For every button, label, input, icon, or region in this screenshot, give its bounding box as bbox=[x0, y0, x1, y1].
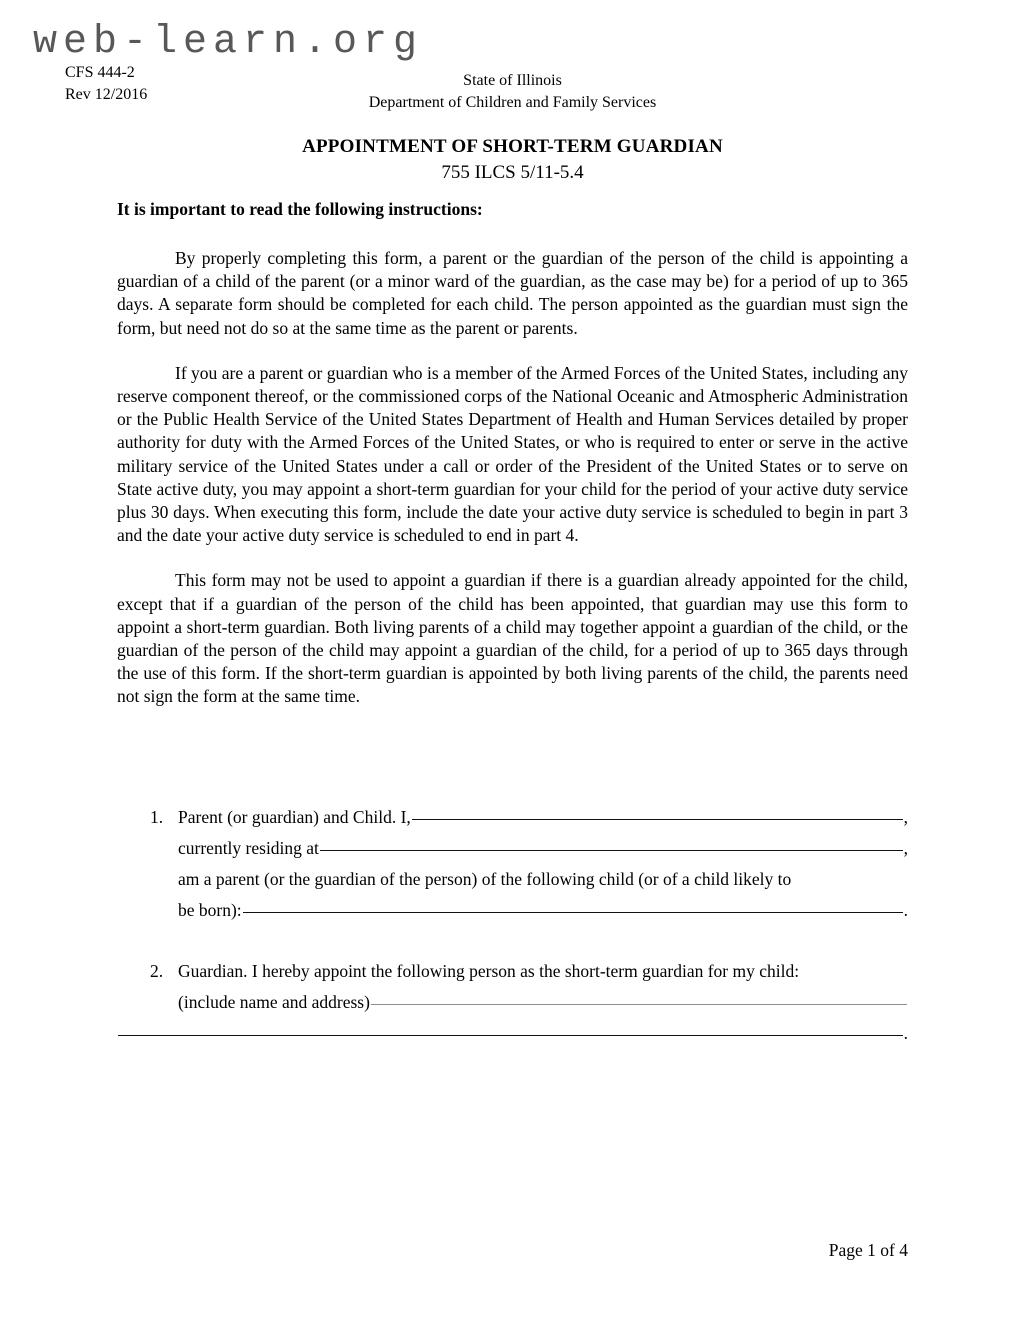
form-identifier-block bbox=[65, 62, 147, 106]
title-block bbox=[0, 134, 1025, 186]
form-item-2-line-3 bbox=[117, 1018, 908, 1049]
document-statute-subtitle: 755 ILCS 5/11-5.4 bbox=[441, 162, 584, 183]
parent-address-field[interactable] bbox=[320, 850, 903, 851]
form-item-1-line-2-punct: , bbox=[903, 838, 908, 858]
instructions-body bbox=[117, 198, 908, 709]
guardian-name-address-field-line-2[interactable] bbox=[118, 1035, 903, 1036]
page-footer bbox=[0, 1240, 1025, 1261]
instruction-paragraph-1: By properly completing this form, a parent or the guardian of the person of the child is appointing a guardian of a child of the parent (or a minor ward of the guardian, as the case may be) for a period of up to 365 days. A separate form should be completed for each child. The person appointed as the guardian must sign the form, but need not do so at the same time as the parent or parents. bbox=[117, 248, 908, 338]
form-item-1-line-3: am a parent (or the guardian of the person) of the following child (or of a child likely to bbox=[178, 869, 792, 889]
child-name-field[interactable] bbox=[243, 912, 903, 913]
agency-block bbox=[0, 70, 1025, 114]
agency-state: State of Illinois bbox=[463, 72, 562, 89]
form-item-2-number: 2. bbox=[150, 961, 164, 981]
form-item-1 bbox=[117, 802, 908, 926]
watermark-web-learn: web-learn.org bbox=[33, 20, 424, 65]
form-item-2-line-1: Guardian. I hereby appoint the following person as the short-term guardian for my child: bbox=[178, 961, 800, 981]
form-item-1-number: 1. bbox=[150, 807, 164, 827]
form-item-1-line-4-punct: . bbox=[903, 900, 908, 920]
form-item-1-line-4 bbox=[178, 895, 908, 926]
instruction-paragraph-3: This form may not be used to appoint a guardian if there is a guardian already appointed for the child, except that if a guardian of the person of the child has been appointed, that guardian may use this form to appoint a short-term guardian. Both living parents of a child may together appoint a guardian of the child, or the guardian of the person of the child may appoint a guardian of the child, for a period of up to 365 days through the use of this form. If the short-term guardian is appointed by both living parents of the child, the parents need not sign the form at the same time. bbox=[117, 570, 908, 707]
form-revision: Rev 12/2016 bbox=[65, 86, 148, 103]
agency-department: Department of Children and Family Services bbox=[368, 94, 657, 111]
residing-at-label: currently residing at bbox=[178, 838, 319, 858]
include-name-address-label: (include name and address) bbox=[178, 992, 370, 1012]
form-item-1-label: Parent (or guardian) and Child. I, bbox=[178, 807, 411, 827]
form-item-2-line-3-punct: . bbox=[903, 1023, 908, 1043]
form-item-1-line-1-punct: , bbox=[903, 807, 908, 827]
page-number-label: Page 1 of 4 bbox=[828, 1240, 908, 1260]
form-item-1-line-2 bbox=[178, 833, 908, 864]
instructions-heading: It is important to read the following instructions: bbox=[117, 199, 483, 219]
guardian-name-address-field-line-1[interactable] bbox=[371, 1004, 907, 1005]
form-item-2 bbox=[117, 956, 908, 1049]
form-item-1-line-1 bbox=[178, 802, 908, 833]
instruction-paragraph-2: If you are a parent or guardian who is a member of the Armed Forces of the United States, including any reserve component thereof, or the commissioned corps of the National Oceanic and Atmospheric Administration or the Public Health Service of the United States Department of Health and Human Services detailed by proper authority for duty with the Armed Forces of the United States, or who is required to enter or serve in the active military service of the United States under a call or order of the President of the United States or to serve on State active duty, you may appoint a short-term guardian for your child for the period of your active duty service plus 30 days. When executing this form, include the date your active duty service is scheduled to begin in part 3 and the date your active duty service is scheduled to end in part 4. bbox=[117, 362, 908, 546]
parent-name-field[interactable] bbox=[412, 819, 903, 820]
form-number: CFS 444-2 bbox=[65, 64, 135, 81]
form-items-list bbox=[117, 802, 908, 1049]
be-born-label: be born): bbox=[178, 900, 242, 920]
form-item-2-line-2 bbox=[178, 987, 908, 1018]
document-title: APPOINTMENT OF SHORT-TERM GUARDIAN bbox=[302, 136, 723, 157]
